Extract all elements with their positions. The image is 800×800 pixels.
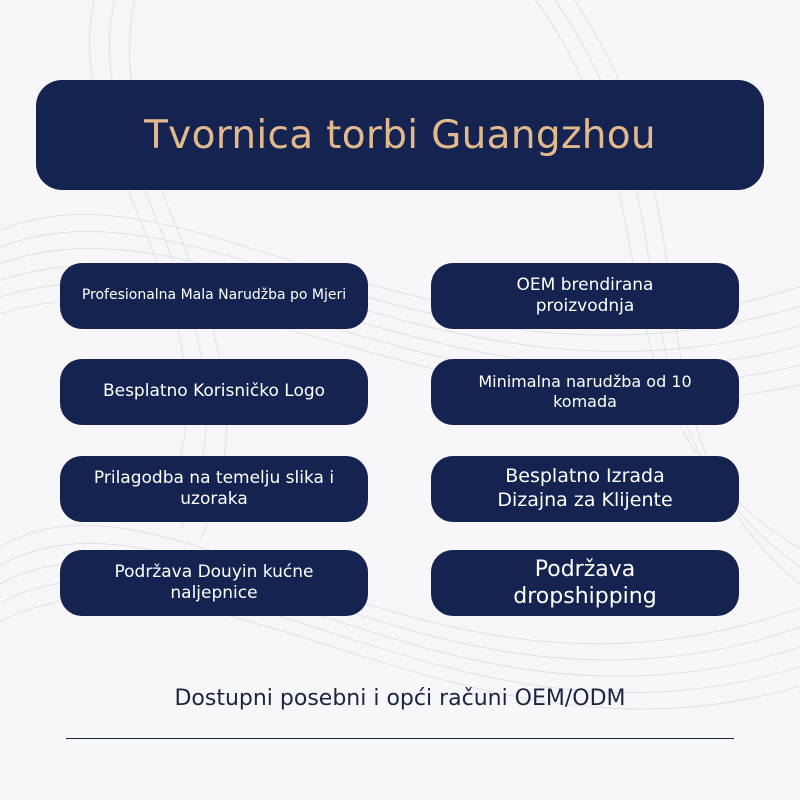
page-title: Tvornica torbi Guangzhou: [144, 112, 656, 158]
feature-label: Besplatno Korisničko Logo: [102, 381, 326, 402]
feature-label: Minimalna narudžba od 10 komada: [478, 372, 692, 411]
feature-badge-free-design: [431, 456, 739, 522]
feature-badge-minimum-order: [431, 359, 739, 425]
feature-label: Podržava dropshipping: [513, 556, 657, 609]
feature-badge-douyin-stickers: [60, 550, 368, 616]
feature-badge-free-logo: [60, 359, 368, 425]
feature-label: Profesionalna Mala Narudžba po Mjeri: [81, 287, 347, 304]
feature-badge-oem-branding: [431, 263, 739, 329]
feature-badge-customization-from-samples: [60, 456, 368, 522]
feature-label: Prilagodba na temelju slika i uzoraka: [93, 467, 335, 509]
feature-badge-dropshipping: [431, 550, 739, 616]
feature-label: Podržava Douyin kućne naljepnice: [114, 561, 314, 603]
footer-divider: [66, 738, 734, 739]
feature-label: OEM brendirana proizvodnja: [516, 274, 654, 316]
title-banner: [36, 80, 764, 190]
footer-note: Dostupni posebni i opći računi OEM/ODM: [174, 686, 626, 711]
feature-label: Besplatno Izrada Dizajna za Klijente: [497, 465, 673, 511]
feature-badge-small-custom-order: [60, 263, 368, 329]
